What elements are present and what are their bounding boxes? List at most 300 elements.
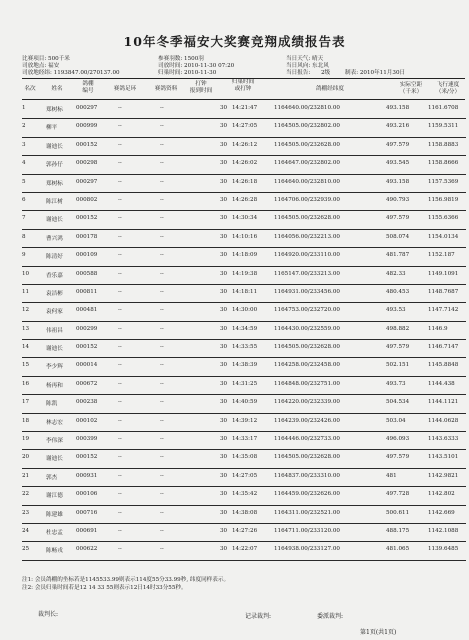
row-return-time: 14:26:18 [232,178,258,185]
header-foot-ring: 赛鸽足环 [113,86,137,92]
row-coords: 1164505.00/232628.00 [274,344,340,351]
row-return-time: 14:35:08 [232,454,258,461]
row-pigeon-info: -- [160,233,164,240]
row-ring-id: 000297 [76,105,98,111]
row-ring-id: 000152 [76,141,98,148]
row-foot-ring: -- [118,380,122,387]
row-rank: 22 [22,491,30,498]
row-foot-ring: -- [118,270,122,277]
row-rank: 5 [22,178,26,185]
row-speed: 1142.802 [428,491,455,498]
row-pigeon-info: -- [160,123,164,130]
table-row [20,285,466,303]
row-speed: 1143.5101 [428,454,459,461]
row-day: 30 [220,215,228,222]
row-rank: 3 [22,141,26,148]
row-name: 袁洁彬 [46,290,63,297]
row-distance: 493.545 [386,160,410,167]
row-distance: 498.882 [386,325,410,332]
row-day: 30 [220,344,228,351]
row-return-time: 14:27:26 [232,527,258,534]
row-foot-ring: -- [118,417,122,424]
row-name: 杨再和 [46,382,63,389]
row-coords: 1164938.00/233127.00 [274,546,340,553]
row-ring-id: 000999 [76,123,98,130]
row-return-time: 14:35:42 [232,491,258,498]
row-ring-id: 000802 [76,196,98,203]
row-coords: 1164837.00/233310.00 [274,472,340,479]
row-ring-id: 000014 [76,362,98,369]
row-day: 30 [220,160,228,167]
results-table [20,101,466,561]
row-day: 30 [220,399,228,406]
row-rank: 13 [22,325,30,332]
table-row [20,211,466,229]
header-bottom-rule [22,99,465,100]
row-pigeon-info: -- [160,215,164,222]
row-name: 陈清好 [46,254,63,261]
row-rank: 21 [22,472,30,479]
table-row [20,322,466,340]
row-ring-id: 000622 [76,546,98,553]
row-name: 谢江德 [46,493,63,500]
row-ring-id: 000588 [76,270,98,277]
row-return-time: 14:10:16 [232,233,258,240]
row-return-time: 14:27:05 [232,472,258,479]
match-item: 比赛项目: 500千米 [22,56,70,62]
row-rank: 1 [22,105,26,111]
row-distance: 497.579 [386,215,410,222]
row-day: 30 [220,380,228,387]
table-row [20,432,466,450]
row-pigeon-info: -- [160,546,164,553]
row-foot-ring: -- [118,344,122,351]
row-distance: 493.216 [386,123,410,130]
row-speed: 1155.6366 [428,215,459,222]
row-coords: 1164931.00/233456.00 [274,288,340,295]
row-ring-id: 000178 [76,233,98,240]
referee-signature: 裁判长: [38,611,59,618]
header-coords: 鸽棚经纬度 [316,86,344,92]
row-name: 郑树标 [46,107,63,113]
row-name: 香乐嘉 [46,272,63,279]
row-day: 30 [220,325,228,332]
row-foot-ring: -- [118,527,122,534]
row-rank: 24 [22,527,30,534]
row-speed: 1158.8883 [428,141,459,148]
row-return-time: 14:40:59 [232,399,258,406]
row-coords: 1164239.00/232426.00 [274,417,340,424]
table-row [20,138,466,156]
row-coords: 1164311.00/232521.00 [274,509,340,516]
row-distance: 480.453 [386,288,410,295]
table-row [20,524,466,542]
row-foot-ring: -- [118,325,122,332]
row-ring-id: 000931 [76,472,98,479]
row-distance: 493.53 [386,307,406,314]
row-pigeon-info: -- [160,454,164,461]
row-foot-ring: -- [118,233,122,240]
row-foot-ring: -- [118,288,122,295]
row-name: 郑树标 [46,180,63,187]
row-day: 30 [220,141,228,148]
row-distance: 497.728 [386,491,410,498]
row-pigeon-info: -- [160,325,164,332]
row-day: 30 [220,417,228,424]
row-coords: 1164220.00/232339.00 [274,399,340,406]
table-row [20,414,466,432]
row-foot-ring: -- [118,160,122,167]
row-ring-id: 000399 [76,436,98,443]
row-foot-ring: -- [118,509,122,516]
entries-count: 参赛羽数: 1500羽 [158,56,204,62]
row-foot-ring: -- [118,215,122,222]
row-rank: 14 [22,344,30,351]
row-return-time: 14:26:28 [232,196,258,203]
row-distance: 508.074 [386,233,410,240]
row-name: 陈凯 [46,401,58,408]
row-pigeon-info: -- [160,288,164,295]
row-coords: 1164920.00/233110.00 [274,252,340,259]
row-name: 谢迪长 [46,346,63,353]
row-distance: 488.175 [386,527,410,534]
row-rank: 11 [22,288,30,295]
row-distance: 493.158 [386,178,410,185]
row-coords: 1164711.00/233120.00 [274,527,340,534]
row-distance: 503.04 [386,417,406,424]
row-name: 郭杰 [46,474,58,481]
row-distance: 481.787 [386,252,410,259]
row-distance: 496.093 [386,436,410,443]
row-pigeon-info: -- [160,105,164,111]
row-speed: 1156.9819 [428,196,459,203]
row-speed: 1161.6708 [428,105,459,111]
row-speed: 1143.6333 [428,436,459,443]
row-speed: 1145.8848 [428,362,459,369]
row-coords: 1164647.00/232802.00 [274,160,340,167]
row-distance: 481 [386,472,397,479]
row-coords: 1164640.00/232810.00 [274,105,340,111]
row-coords: 1165147.00/233213.00 [274,270,340,277]
row-rank: 10 [22,270,30,277]
row-return-time: 14:38:08 [232,509,258,516]
release-coords: 司放地经纬: 1193847.00/270137.00 [22,70,120,76]
row-speed: 1147.7142 [428,307,459,314]
header-pigeon-info: 赛鸽资料 [154,86,178,92]
table-header [0,79,469,99]
row-return-time: 14:27:05 [232,123,258,130]
table-row [20,340,466,358]
row-foot-ring: -- [118,454,122,461]
release-time: 司放时间: 2010-11-30 07:20 [158,63,235,69]
row-day: 30 [220,123,228,130]
row-foot-ring: -- [118,399,122,406]
row-day: 30 [220,252,228,259]
row-return-time: 14:18:09 [232,252,258,259]
table-row [20,542,466,560]
footnote-1: 注1: 会员鸽棚的坐标若是1145533.99则表示114度55分33.99秒, 纬度同样表示。 [22,577,230,583]
row-return-time: 14:21:47 [232,105,258,111]
row-coords: 1164640.00/232810.00 [274,178,340,185]
table-row [20,175,466,193]
row-speed: 1142.1088 [428,527,459,534]
row-coords: 1164505.00/232802.00 [274,123,340,130]
row-day: 30 [220,233,228,240]
row-rank: 18 [22,417,30,424]
row-speed: 1142.669 [428,509,455,516]
row-coords: 1164706.00/232939.00 [274,196,340,203]
row-pigeon-info: -- [160,362,164,369]
row-speed: 1157.5369 [428,178,459,185]
row-return-time: 14:30:00 [232,307,258,314]
committee-signature: 委派裁判: [317,613,344,620]
row-name: 杜忠孟 [46,529,63,536]
row-name: 林志宏 [46,419,63,426]
release-place: 司放地点: 福安 [22,63,60,69]
row-name: 郭孙仔 [46,162,63,169]
row-name: 李伟深 [46,438,63,445]
row-pigeon-info: -- [160,196,164,203]
row-coords: 1164430.00/232559.00 [274,325,340,332]
row-coords: 1164446.00/232733.00 [274,436,340,443]
row-speed: 1144.0628 [428,417,459,424]
header-rank: 名次 [24,86,36,92]
row-distance: 497.579 [386,454,410,461]
row-rank: 20 [22,454,30,461]
table-row [20,101,466,119]
header-clock-line2: 报到时间 [189,88,213,94]
table-row [20,469,466,487]
row-pigeon-info: -- [160,417,164,424]
row-pigeon-info: -- [160,307,164,314]
row-coords: 1164258.00/232458.00 [274,362,340,369]
row-speed: 1142.9821 [428,472,459,479]
row-ring-id: 000152 [76,215,98,222]
row-rank: 4 [22,160,26,167]
row-day: 30 [220,546,228,553]
row-ring-id: 000481 [76,307,98,314]
row-speed: 1149.1091 [428,270,459,277]
row-distance: 504.534 [386,399,410,406]
row-speed: 1144.438 [428,380,455,387]
row-foot-ring: -- [118,472,122,479]
row-rank: 25 [22,546,30,553]
row-foot-ring: -- [118,436,122,443]
row-coords: 1164505.00/232628.00 [274,141,340,148]
row-speed: 1152.187 [428,252,455,259]
row-pigeon-info: -- [160,160,164,167]
row-distance: 497.579 [386,141,410,148]
row-day: 30 [220,196,228,203]
table-row [20,303,466,321]
row-return-time: 14:19:38 [232,270,258,277]
row-pigeon-info: -- [160,270,164,277]
footnote-2: 注2: 会员归巢时间若是12 14 33 55则表示12日14时33分55秒。 [22,585,187,591]
row-rank: 15 [22,362,30,369]
table-row [20,267,466,285]
row-ring-id: 000109 [76,252,98,259]
row-rank: 23 [22,509,30,516]
row-rank: 9 [22,252,26,259]
row-speed: 1158.8666 [428,160,459,167]
row-return-time: 14:30:34 [232,215,258,222]
table-row [20,377,466,395]
row-speed: 1159.5311 [428,123,459,130]
wind-direction: 当日风向: 东北风 [286,63,329,69]
row-ring-id: 000238 [76,399,98,406]
row-distance: 493.158 [386,105,410,111]
table-row [20,487,466,505]
row-pigeon-info: -- [160,344,164,351]
header-speed-line1: 飞行速度 [436,82,460,88]
row-pigeon-info: -- [160,527,164,534]
row-foot-ring: -- [118,491,122,498]
table-row [20,506,466,524]
table-row [20,358,466,376]
row-foot-ring: -- [118,196,122,203]
header-return-line2: 或打钟 [234,86,252,92]
row-return-time: 14:33:17 [232,436,258,443]
row-ring-id: 000298 [76,160,98,167]
row-pigeon-info: -- [160,436,164,443]
row-day: 30 [220,362,228,369]
row-rank: 6 [22,196,26,203]
row-speed: 1148.7687 [428,288,459,295]
row-coords: 1164505.00/232628.00 [274,215,340,222]
row-ring-id: 000811 [76,288,98,295]
row-name: 谢迪长 [46,217,63,224]
row-name: 陈建雄 [46,511,63,518]
row-pigeon-info: -- [160,509,164,516]
row-rank: 7 [22,215,26,222]
row-name: 袁何家 [46,309,63,316]
row-ring-id: 000102 [76,417,98,424]
row-foot-ring: -- [118,546,122,553]
header-distance-line2: （千米） [399,89,423,95]
header-ring-line1: 鸽棚 [82,81,94,87]
row-return-time: 14:38:39 [232,362,258,369]
row-pigeon-info: -- [160,491,164,498]
report-label: 当日报告: [286,70,311,76]
row-day: 30 [220,509,228,516]
row-name: 谢迪长 [46,143,63,150]
row-ring-id: 000299 [76,325,98,332]
header-speed-line2: （米/分） [435,89,461,95]
row-return-time: 14:18:11 [232,288,258,295]
row-ring-id: 000152 [76,344,98,351]
row-pigeon-info: -- [160,178,164,185]
report-value: 2级 [321,70,331,76]
row-distance: 500.611 [386,509,410,516]
header-name: 姓名 [51,86,63,92]
row-rank: 17 [22,399,30,406]
table-row [20,450,466,468]
row-rank: 19 [22,436,30,443]
table-row [20,156,466,174]
row-day: 30 [220,270,228,277]
table-row [20,193,466,211]
row-coords: 1164848.00/232751.00 [274,380,340,387]
row-speed: 1139.6485 [428,546,459,553]
row-day: 30 [220,454,228,461]
row-day: 30 [220,288,228,295]
row-pigeon-info: -- [160,399,164,406]
row-foot-ring: -- [118,123,122,130]
row-return-time: 14:33:55 [232,344,258,351]
row-name: 柳平 [46,125,58,132]
row-name: 曹兴鸿 [46,235,63,242]
row-speed: 1144.1121 [428,399,459,406]
table-row [20,230,466,248]
row-day: 30 [220,527,228,534]
row-pigeon-info: -- [160,141,164,148]
row-speed: 1146.7147 [428,344,459,351]
row-return-time: 14:34:59 [232,325,258,332]
row-name: 陈畅戎 [46,548,63,555]
row-return-time: 14:39:12 [232,417,258,424]
row-coords: 1164056.00/232213.00 [274,233,340,240]
table-row [20,395,466,413]
return-time: 归巢时间: 2010-11-30 [158,70,217,76]
row-rule [22,560,466,561]
table-row [20,248,466,266]
row-coords: 1164459.00/232626.00 [274,491,340,498]
row-return-time: 14:22:07 [232,546,258,553]
weather: 当日天气: 晴天 [286,56,324,62]
row-rank: 12 [22,307,30,314]
row-name: 陈江树 [46,198,63,205]
row-pigeon-info: -- [160,472,164,479]
row-day: 30 [220,307,228,314]
row-name: 李少辉 [46,364,63,371]
row-foot-ring: -- [118,178,122,185]
row-ring-id: 000297 [76,178,98,185]
row-foot-ring: -- [118,105,122,111]
row-distance: 493.73 [386,380,406,387]
row-foot-ring: -- [118,362,122,369]
table-row [20,119,466,137]
recorder-signature: 记录裁判: [245,613,272,620]
row-foot-ring: -- [118,252,122,259]
row-ring-id: 000691 [76,527,98,534]
row-day: 30 [220,472,228,479]
row-pigeon-info: -- [160,380,164,387]
header-return-line1: 归巢时间 [231,79,255,85]
row-distance: 497.579 [386,344,410,351]
row-distance: 502.151 [386,362,410,369]
row-distance: 481.065 [386,546,410,553]
row-name: 谢迪长 [46,456,63,463]
row-foot-ring: -- [118,307,122,314]
row-return-time: 14:31:25 [232,380,258,387]
row-rank: 16 [22,380,30,387]
row-name: 伟祖昌 [46,327,63,334]
row-distance: 482.33 [386,270,406,277]
report-title: 10年冬季福安大奖赛竞翔成绩报告表 [123,34,346,49]
row-coords: 1164505.00/232628.00 [274,454,340,461]
row-rank: 2 [22,123,26,130]
row-ring-id: 000106 [76,491,98,498]
row-day: 30 [220,436,228,443]
header-distance-line1: 实际空距 [399,82,423,88]
row-day: 30 [220,105,228,111]
row-pigeon-info: -- [160,252,164,259]
row-return-time: 14:26:02 [232,160,258,167]
header-ring-line2: 编号 [82,88,94,94]
row-day: 30 [220,491,228,498]
row-ring-id: 000716 [76,509,98,516]
row-day: 30 [220,178,228,185]
